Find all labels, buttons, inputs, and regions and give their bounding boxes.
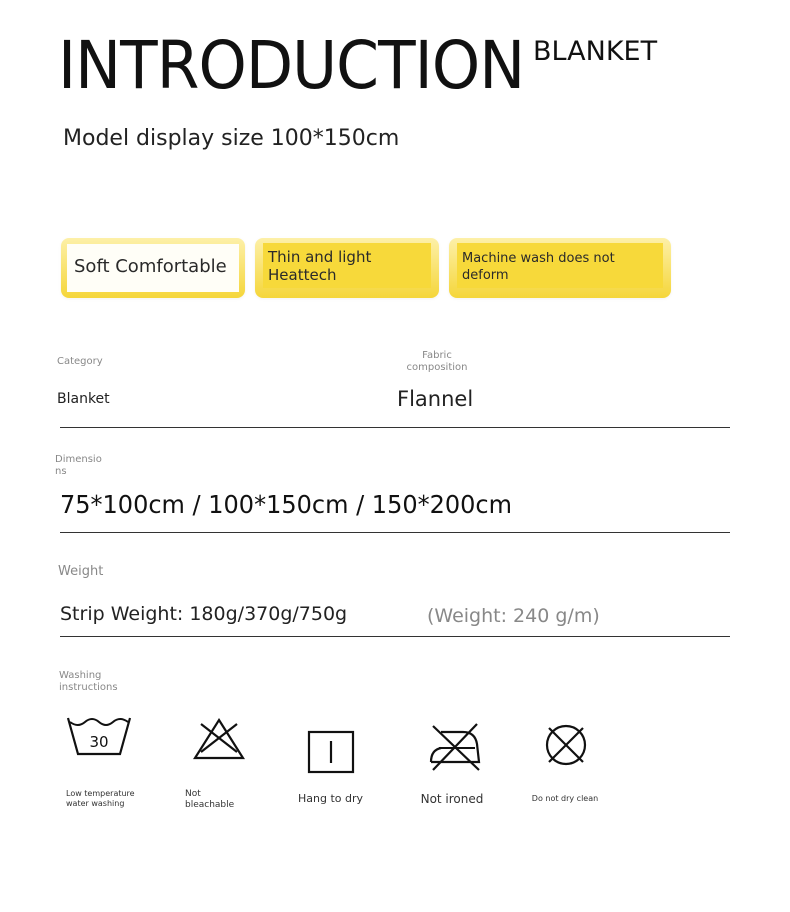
weight-label: Weight [58,564,104,579]
divider [60,636,730,637]
no-iron-icon [427,722,491,772]
wash-30-icon [66,712,136,758]
fabric-label: Fabric composition [406,350,468,373]
category-label: Category [57,356,103,367]
feature-label: Machine wash does not deform [462,251,615,283]
washing-label: Washing instructions [59,670,118,693]
page-title: INTRODUCTION [58,27,525,104]
feature-tag-soft [61,238,245,298]
icon-caption: Do not dry clean [531,794,599,803]
hang-dry-icon [307,730,371,774]
washing-item [183,712,261,810]
wash-temperature: 30 [89,733,109,751]
dimensions-label: Dimensions [55,454,102,477]
washing-item [527,712,605,803]
weight-note: (Weight: 240 g/m) [427,605,600,627]
title-suffix: BLANKET [533,36,658,67]
icon-caption: Low temperature water washing [66,789,135,808]
no-bleach-icon [191,712,261,762]
icon-caption: Not ironed [420,792,484,806]
category-value: Blanket [57,391,110,407]
feature-tag-machine-wash [449,238,671,298]
icon-caption: Not bleachable [185,789,235,810]
divider [60,532,730,533]
feature-tag-thin [255,238,439,298]
washing-item [293,712,371,805]
divider [60,427,730,428]
no-dry-clean-icon [543,722,605,768]
icon-caption: Hang to dry [297,792,364,805]
dimensions-value: 75*100cm / 100*150cm / 150*200cm [60,490,512,519]
washing-item [58,712,136,808]
feature-label: Thin and light Heattech [268,248,372,284]
washing-item [413,712,491,806]
model-size-text: Model display size 100*150cm [63,126,400,151]
fabric-value: Flannel [397,387,474,411]
feature-label: Soft Comfortable [74,256,227,277]
weight-value: Strip Weight: 180g/370g/750g [60,603,348,625]
